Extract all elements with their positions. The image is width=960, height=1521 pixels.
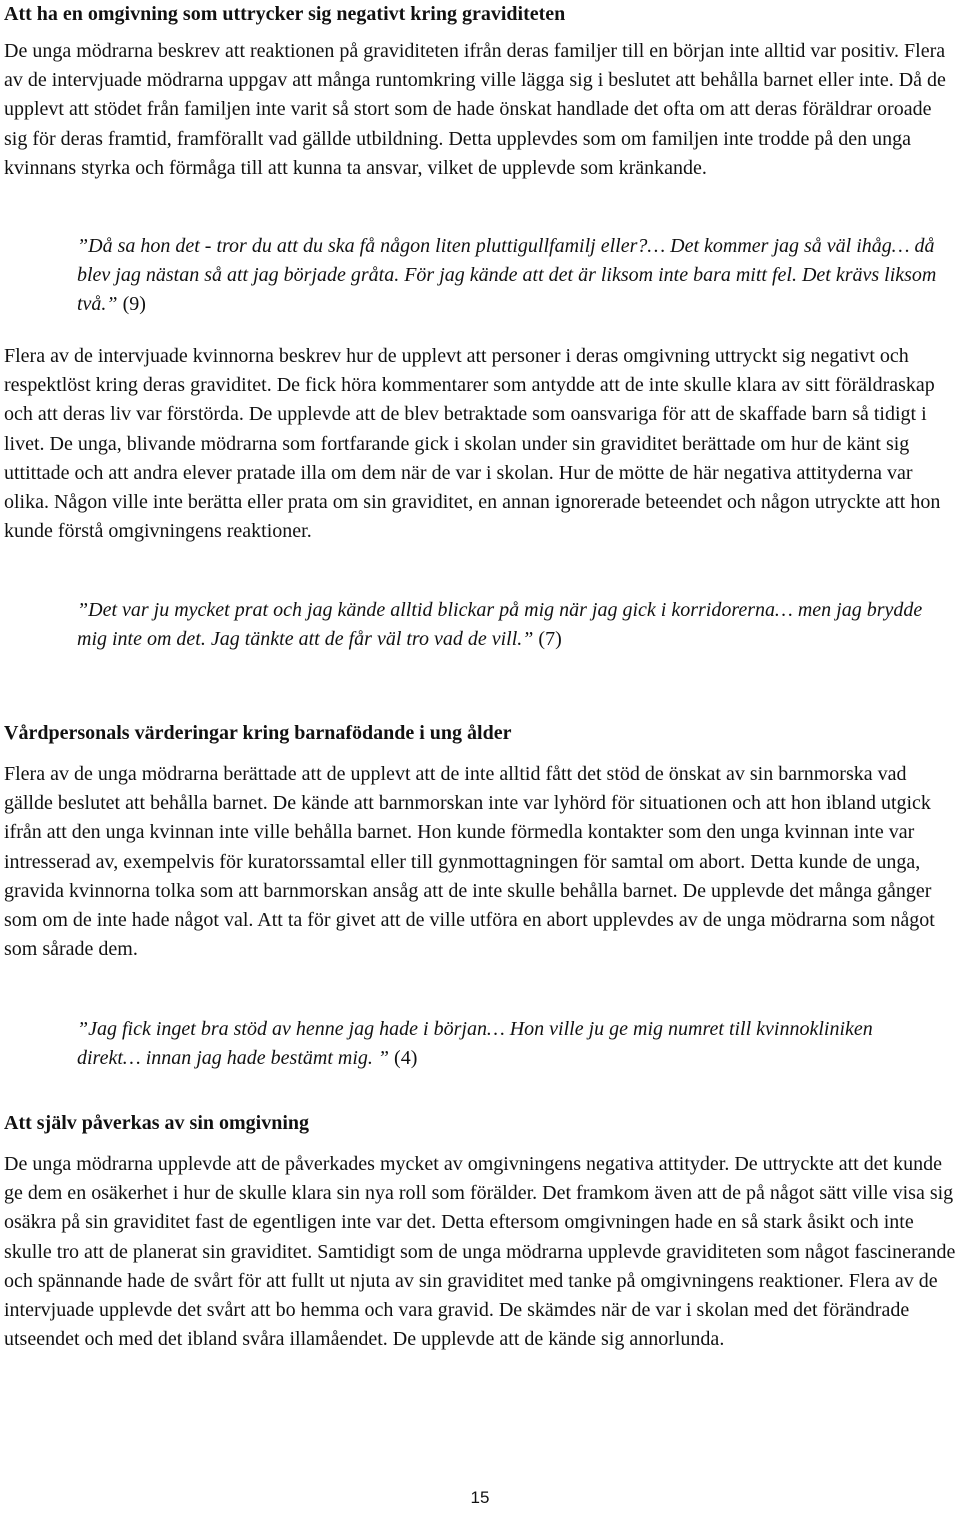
section-heading-self-influence: Att själv påverkas av sin omgivning (4, 1112, 310, 1134)
quote-interview-4 (77, 1015, 937, 1073)
section-heading-negative-environment: Att ha en omgivning som uttrycker sig negativt kring graviditeten (4, 3, 566, 25)
page-number: 15 (470, 1488, 490, 1507)
quote-text: ”Då sa hon det - tror du att du ska få någon liten pluttigullfamilj eller?… Det kommer jag så väl ihåg… då blev jag nästan så att jag började gråta. För jag kände att det är liksom inte bara mitt fel. Det krävs liksom två.” (77, 235, 937, 316)
quote-reference: (9) (122, 293, 146, 316)
paragraph-environment-influence: De unga mödrarna upplevde att de påverkades mycket av omgivningens negativa attityder. De uttryckte att det kunde ge dem en osäkerhet i hur de skulle klara sin nya roll som förälder. Det framkom även att de på något sätt ville visa sig osäkra på sin graviditet fast de egentligen inte var det. Detta eftersom omgivningen hade en så stark åsikt och inte skulle tro att de planerat sin graviditet. Samtidigt som de unga mödrarna upplevde graviditeten som något fascinerande och spännande hade de svårt för att fullt ut njuta av sin graviditet med tanke på omgivningens reaktioner. Flera av de intervjuade upplevde det svårt att bo hemma och vara gravid. De skämdes när de var i skolan med det förändrade utseendet och med det ibland svåra illamåendet. De upplevde att de kände sig annorlunda. (4, 1153, 956, 1351)
quote-reference: (7) (538, 628, 562, 651)
paragraph-midwife-support: Flera av de unga mödrarna berättade att de upplevt att de inte alltid fått det stöd de önskat av sin barnmorska vad gällde beslutet att behålla barnet. De kände att barnmorskan inte var lyhörd för situationen och att hon ibland utgick ifrån att den unga kvinnan inte ville behålla barnet. Hon kunde förmedla kontakter som den unga kvinnan inte var intresserad av, exempelvis för kuratorssamtal eller till gynmottagningen för samtal om abort. Detta kunde de unga, gravida kvinnorna tolka som att barnmorskan ansåg att de inte skulle behålla barnet. De upplevde det många gånger som om de inte hade något val. Att ta för givet att de ville utföra en abort upplevdes av de unga mödrarna som något som sårade dem. (4, 763, 935, 961)
paragraph-negative-comments: Flera av de intervjuade kvinnorna beskrev hur de upplevt att personer i deras omgivning uttryckt sig negativt och respektlöst kring deras graviditet. De fick höra kommentarer som antydde att de inte skulle klara av sitt föräldraskap och att deras liv var förstörda. De upplevde att de blev betraktade som oansvariga för att de skaffade barn så tidigt i livet. De unga, blivande mödrarna som fortfarande gick i skolan under sin graviditet berättade om hur de känt sig uttittade och att andra elever pratade illa om dem när de var i skolan. Hur de mötte de här negativa attityderna var olika. Någon ville inte berätta eller prata om sin graviditet, en annan ignorerade beteendet och någon utryckte att hon kunde förstå omgivningens reaktioner. (4, 345, 941, 543)
paragraph-family-reactions: De unga mödrarna beskrev att reaktionen på graviditeten ifrån deras familjer till en början inte alltid var positiv. Flera av de intervjuade mödrarna uppgav att många runtomkring ville lägga sig i beslutet att behålla barnet eller inte. Då de upplevt att stödet från familjen inte varit så stort som de hade önskat handlade det ofta om att deras föräldrar oroade sig för deras framtid, framförallt vad gällde utbildning. Detta upplevdes som om familjen inte trodde på den unga kvinnans styrka och förmåga till att kunna ta ansvar, vilket de upplevde som kränkande. (4, 40, 946, 179)
quote-interview-9 (77, 232, 937, 320)
section-heading-care-staff-values: Vårdpersonals värderingar kring barnafödande i ung ålder (4, 722, 512, 744)
quote-interview-7 (77, 596, 937, 654)
quote-reference: (4) (394, 1047, 418, 1070)
quote-text: ”Det var ju mycket prat och jag kände alltid blickar på mig när jag gick i korridorerna… men jag brydde mig inte om det. Jag tänkte att de får väl tro vad de vill.” (77, 599, 923, 651)
quote-text: ”Jag fick inget bra stöd av henne jag hade i början… Hon ville ju ge mig numret till kvinnokliniken direkt… innan jag hade bestämt mig. ” (77, 1018, 873, 1070)
